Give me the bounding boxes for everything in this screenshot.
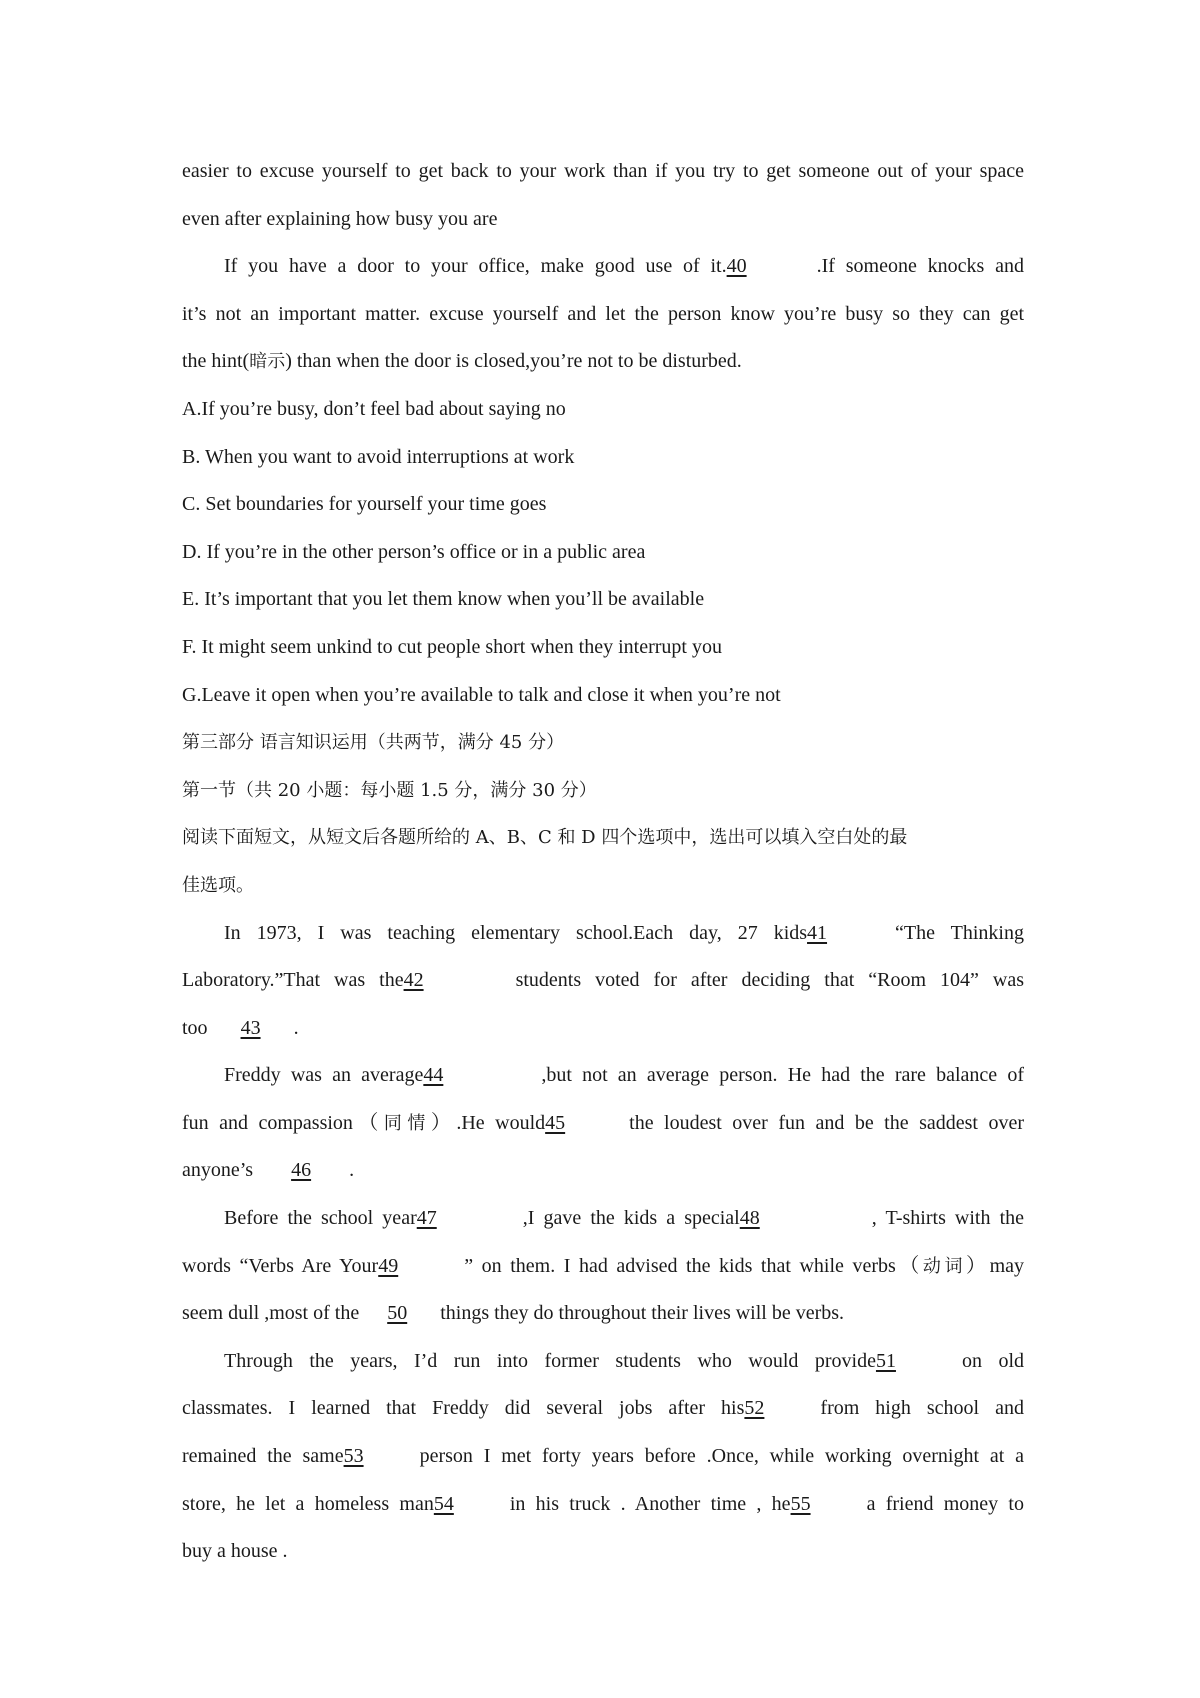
text: . [349, 1159, 355, 1182]
blank-51: 51 [875, 1349, 896, 1372]
text: it’s not an important matter. excuse yourself and let the person know you’re busy so they can get [182, 302, 1024, 325]
instruction-line: 阅读下面短文，从短文后各题所给的 A、B、C 和 D 四个选项中，选出可以填入空白处的最 [182, 827, 908, 849]
blank-46: 46 [291, 1159, 312, 1182]
cloze-line [182, 1290, 1024, 1338]
text: ) than when the door is closed,you’re not to be disturbed. [285, 350, 742, 373]
blank-41: 41 [807, 921, 828, 944]
text: the loudest over fun and be the saddest over [629, 1111, 1024, 1134]
cloze-line [182, 1100, 1024, 1148]
text: in his truck . Another time , he [509, 1492, 791, 1515]
section-title: 第一节（共 20 小题：每小题 1.5 分，满分 30 分） [182, 779, 597, 801]
cloze-line [182, 910, 1024, 958]
blank-47: 47 [416, 1207, 437, 1230]
passage-line [182, 338, 1024, 386]
text: classmates. I learned that Freddy did several jobs after his [182, 1397, 745, 1420]
text: ,I gave the kids a special [522, 1207, 740, 1230]
text: In 1973, I was teaching elementary school.Each day, 27 kids [224, 921, 808, 944]
text: ” on them. I had advised the kids that while verbs（ [464, 1254, 923, 1277]
instruction-line: 佳选项。 [182, 874, 254, 896]
text: on old [961, 1349, 1024, 1372]
cloze-line [182, 1147, 1024, 1195]
text: fun and compassion（ [182, 1111, 384, 1134]
option-d: D. If you’re in the other person’s office or in a public area [182, 540, 646, 563]
cloze-line [182, 1481, 1024, 1529]
cloze-line [182, 1385, 1024, 1433]
blank-43: 43 [240, 1016, 261, 1039]
blank-45: 45 [545, 1111, 566, 1134]
option-f: F. It might seem unkind to cut people short when they interrupt you [182, 635, 722, 658]
part-title: 第三部分 语言知识运用（共两节，满分 45 分） [182, 732, 565, 754]
text: buy a house . [182, 1540, 288, 1563]
cloze-line [182, 1528, 1024, 1576]
cloze-line [182, 1433, 1024, 1481]
page-content [182, 148, 1024, 1576]
text: seem dull ,most of the [182, 1302, 360, 1325]
blank-55: 55 [790, 1492, 811, 1515]
option-a: A.If you’re busy, don’t feel bad about saying no [182, 397, 566, 420]
passage-line [182, 291, 1024, 339]
cloze-line [182, 957, 1024, 1005]
passage-line [182, 196, 1024, 244]
blank-50: 50 [387, 1302, 408, 1325]
text: 暗示 [249, 351, 286, 373]
blank-49: 49 [378, 1254, 399, 1277]
blank-48: 48 [739, 1207, 760, 1230]
cloze-line [182, 1195, 1024, 1243]
text: remained the same [182, 1445, 344, 1468]
passage-line [182, 148, 1024, 196]
text: 同情 [383, 1112, 431, 1134]
text: store, he let a homeless man [182, 1492, 434, 1515]
option-g: G.Leave it open when you’re available to talk and close it when you’re not [182, 683, 781, 706]
blank-54: 54 [433, 1492, 454, 1515]
text: “The Thinking [895, 921, 1024, 944]
text: a friend money to [866, 1492, 1024, 1515]
cloze-line [182, 1052, 1024, 1100]
text: from high school and [820, 1397, 1024, 1420]
text: the hint( [182, 350, 250, 373]
text: even after explaining how busy you are [182, 207, 498, 230]
text: ）may [966, 1254, 1024, 1277]
option-e: E. It’s important that you let them know when you’ll be available [182, 588, 705, 611]
text: person I met forty years before .Once, while working overnight at a [419, 1445, 1024, 1468]
blank-40: 40 [726, 255, 747, 278]
text: too [182, 1016, 208, 1039]
text: easier to excuse yourself to get back to your work than if you try to get someone out of your space [182, 160, 1024, 182]
text: words “Verbs Are Your [182, 1254, 379, 1277]
text: Through the years, I’d run into former students who would provide [224, 1349, 876, 1372]
text: ,but not an average person. He had the rare balance of [541, 1064, 1024, 1087]
text: anyone’s [182, 1159, 254, 1182]
blank-44: 44 [423, 1064, 444, 1087]
blank-42: 42 [403, 969, 424, 992]
cloze-line [182, 1243, 1024, 1291]
text: things they do throughout their lives will be verbs. [440, 1302, 845, 1325]
blank-53: 53 [343, 1445, 364, 1468]
text: Before the school year [224, 1207, 417, 1230]
text: Laboratory.”That was the [182, 969, 404, 992]
text: 动词 [922, 1255, 967, 1277]
text: students voted for after deciding that “Room 104” was [515, 969, 1024, 992]
text: Freddy was an average [224, 1064, 424, 1087]
text: , T-shirts with the [871, 1207, 1024, 1230]
text: ）.He would [430, 1111, 546, 1134]
passage-line [182, 243, 1024, 291]
blank-52: 52 [744, 1397, 765, 1420]
cloze-line [182, 1005, 1024, 1053]
text: . [293, 1016, 299, 1039]
text: .If someone knocks and [816, 255, 1024, 278]
option-c: C. Set boundaries for yourself your time goes [182, 493, 547, 516]
text: If you have a door to your office, make good use of it. [224, 255, 727, 278]
cloze-line [182, 1338, 1024, 1386]
option-b: B. When you want to avoid interruptions at work [182, 445, 575, 468]
